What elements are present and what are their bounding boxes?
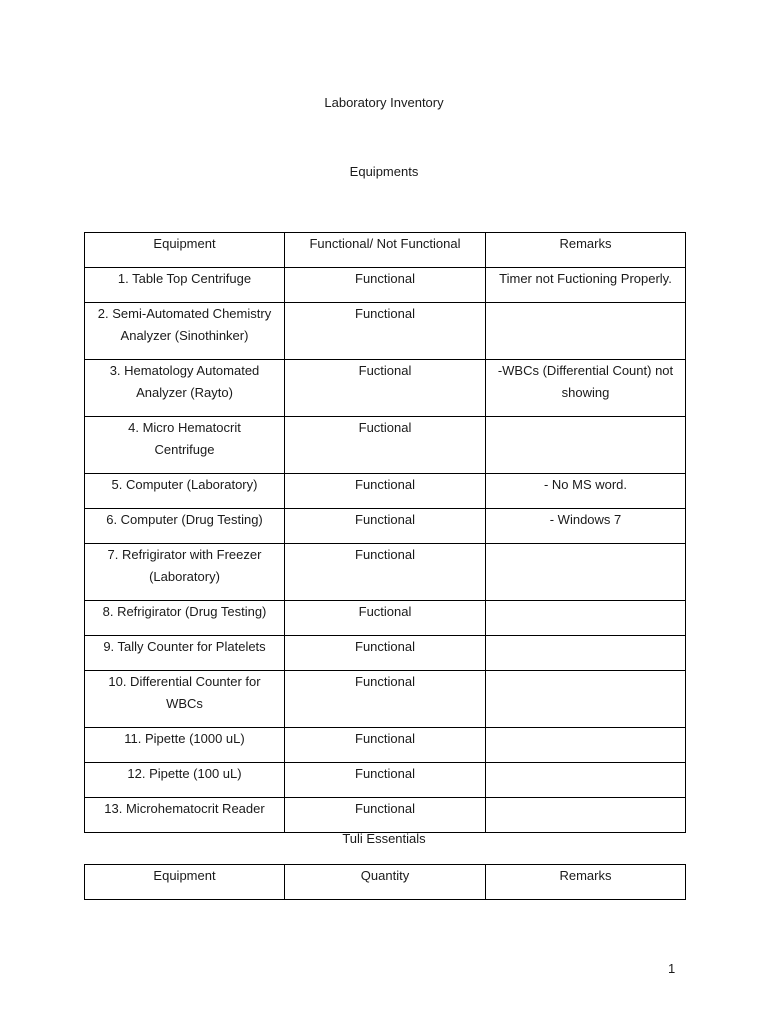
- status-cell: Functional: [285, 544, 486, 601]
- equipment-name: 5. Computer (Laboratory): [111, 477, 258, 492]
- table-header-row: [85, 233, 686, 268]
- equipment-name-cont: WBCs: [166, 696, 203, 711]
- remarks-cell: [486, 417, 686, 474]
- equipment-cell: [85, 636, 285, 671]
- equipment-name: 10. Differential Counter for: [108, 674, 261, 689]
- remarks-cell: [486, 728, 686, 763]
- tuli-essentials-table: [84, 864, 686, 900]
- equipment-name: 11. Pipette (1000 uL): [124, 731, 245, 746]
- table-row: [85, 763, 686, 798]
- page-number: 1: [668, 961, 676, 976]
- section-title-tuli-essentials: Tuli Essentials: [342, 831, 426, 846]
- equipment-cell: [85, 360, 285, 417]
- table-row: [85, 798, 686, 833]
- remarks-cell: [486, 798, 686, 833]
- remarks-cell: [486, 509, 686, 544]
- remarks-cell: [486, 544, 686, 601]
- table-header-row: [85, 865, 686, 900]
- status-cell: Fuctional: [285, 360, 486, 417]
- equipment-table: [84, 232, 686, 833]
- status-cell: Fuctional: [285, 601, 486, 636]
- equipment-name: 6. Computer (Drug Testing): [106, 512, 263, 527]
- table-row: [85, 474, 686, 509]
- header-remarks: Remarks: [486, 233, 686, 268]
- document-title: Laboratory Inventory: [324, 95, 444, 110]
- status-cell: Functional: [285, 303, 486, 360]
- status-cell: Functional: [285, 798, 486, 833]
- remarks-text: - No MS word.: [543, 477, 628, 492]
- remarks-cell: [486, 474, 686, 509]
- table-row: [85, 544, 686, 601]
- equipment-cell: [85, 671, 285, 728]
- equipment-cell: [85, 601, 285, 636]
- header-quantity: Quantity: [285, 865, 486, 900]
- remarks-cell: [486, 636, 686, 671]
- table-row: [85, 636, 686, 671]
- remarks-text: Timer not Fuctioning Properly.: [499, 271, 672, 286]
- status-cell: Functional: [285, 509, 486, 544]
- equipment-name-cont: Analyzer (Rayto): [136, 385, 233, 400]
- equipment-cell: [85, 798, 285, 833]
- remarks-cell: [486, 360, 686, 417]
- table-row: [85, 601, 686, 636]
- header-equipment: Equipment: [85, 865, 285, 900]
- equipment-name: 13. Microhematocrit Reader: [104, 801, 265, 816]
- remarks-cell: [486, 763, 686, 798]
- equipment-cell: [85, 728, 285, 763]
- status-cell: Functional: [285, 671, 486, 728]
- equipment-name: 9. Tally Counter for Platelets: [103, 639, 266, 654]
- table-row: [85, 303, 686, 360]
- equipment-cell: [85, 509, 285, 544]
- remarks-cell: [486, 601, 686, 636]
- status-cell: Fuctional: [285, 417, 486, 474]
- equipment-name: 3. Hematology Automated: [109, 363, 260, 378]
- table-row: [85, 360, 686, 417]
- remarks-text: - Windows 7: [549, 512, 622, 527]
- equipment-name-cont: Analyzer (Sinothinker): [120, 328, 249, 343]
- remarks-cell: [486, 671, 686, 728]
- equipment-name: 1. Table Top Centrifuge: [117, 271, 252, 286]
- section-title-equipments: Equipments: [349, 164, 419, 179]
- equipment-name: 8. Refrigirator (Drug Testing): [102, 604, 267, 619]
- status-cell: Functional: [285, 474, 486, 509]
- remarks-cell: [486, 268, 686, 303]
- equipment-name-cont: Centrifuge: [154, 442, 215, 457]
- status-cell: Functional: [285, 763, 486, 798]
- equipment-cell: [85, 417, 285, 474]
- remarks-cell: [486, 303, 686, 360]
- table-row: [85, 268, 686, 303]
- status-cell: Functional: [285, 728, 486, 763]
- table-row: [85, 509, 686, 544]
- remarks-text: -WBCs (Differential Count) not: [497, 363, 674, 378]
- equipment-name-cont: (Laboratory): [149, 569, 220, 584]
- status-cell: Functional: [285, 268, 486, 303]
- header-status: Functional/ Not Functional: [285, 233, 486, 268]
- equipment-cell: [85, 544, 285, 601]
- status-cell: Functional: [285, 636, 486, 671]
- equipment-cell: [85, 303, 285, 360]
- header-remarks: Remarks: [486, 865, 686, 900]
- equipment-cell: [85, 474, 285, 509]
- table-row: [85, 728, 686, 763]
- table-row: [85, 671, 686, 728]
- header-equipment: Equipment: [85, 233, 285, 268]
- remarks-text-cont: showing: [561, 385, 610, 400]
- table-row: [85, 417, 686, 474]
- equipment-cell: [85, 763, 285, 798]
- equipment-name: 4. Micro Hematocrit: [128, 420, 241, 435]
- equipment-cell: [85, 268, 285, 303]
- equipment-name: 7. Refrigirator with Freezer: [107, 547, 262, 562]
- equipment-name: 12. Pipette (100 uL): [127, 766, 242, 781]
- equipment-name: 2. Semi-Automated Chemistry: [97, 306, 272, 321]
